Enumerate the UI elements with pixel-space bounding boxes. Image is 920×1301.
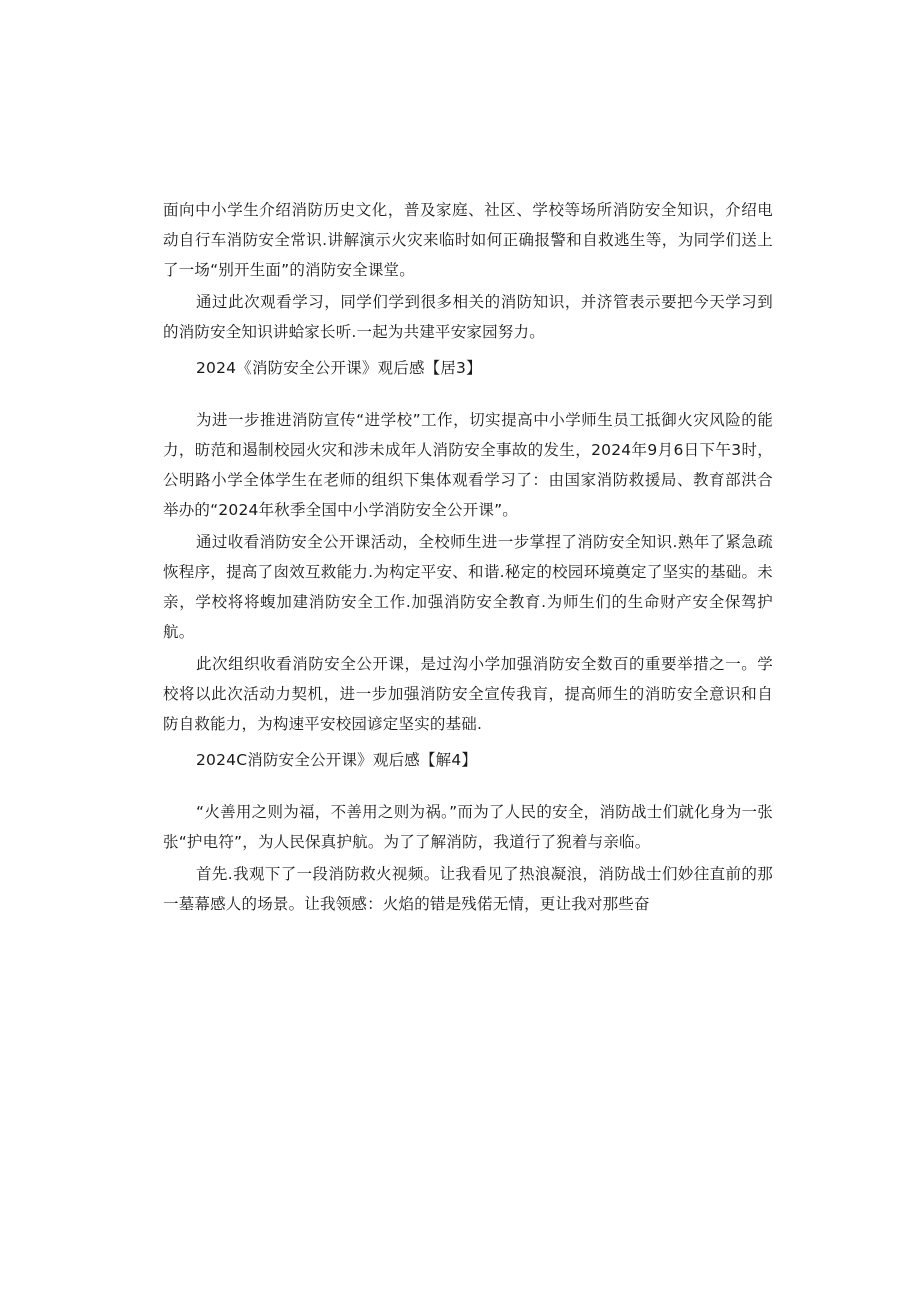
- paragraph-intro: 面向中小学生介绍消防历史文化，普及家庭、社区、学校等场所消防安全知识，介绍电动自行车消防安全常识.讲解演示火灾来临时如何正确报警和自救逃生等，为同学们送上了一场“别开生面”的消防安全课堂。: [163, 201, 773, 279]
- paragraph-outcome: 通过收看消防安全公开课活动，全校师生进一步掌捏了消防安全知识.熟年了紧急疏恢程序，提高了囱效互救能力.为构定平安、和谐.秘定的校园环境奠定了坚实的基础。未亲，学校将将蝮加建消防安全工作.加强消防安全教育.为师生们的生命财产安全保驾护航。: [163, 533, 773, 641]
- document-body: [163, 195, 773, 919]
- spacer: [163, 775, 773, 797]
- paragraph-conclusion: 此次组织收看消防安全公开课，是过沟小学加强消防安全数百的重要举措之一。学校将以此次活动力契机，进一步加强消防安全宣传我肓，提高师生的消昉安全意识和自防自救能力，为构速平安校园谚定坚实的基础.: [163, 655, 773, 733]
- paragraph-event: 为进一步推进消防宣传“进学校”工作，切实提高中小学师生员工抵御火灾风险的能力，昉范和遏制校园火灾和涉未成年人消防安全事故的发生，2024年9月6日下午3时，公明路小学全体学生在老师的组织下集体观看学习了：由国家消防救援局、教育部洪合举办的“2024年秋季全国中小学消防安全公开课”。: [163, 411, 773, 519]
- section-heading-3: 2024《消防安全公开课》观后感【居3】: [196, 359, 482, 377]
- paragraph-quote: “火善用之则为福，不善用之则为祸。”而为了人民的安全，消防战士们就化身为一张张“护电符”，为人民保真护航。为了了解消防，我道行了猊着与亲临。: [163, 803, 773, 851]
- paragraph-video: 首先.我观下了一段消防救火视频。让我看见了热浪凝浪，消防战士们妙往直前的那一墓幕感人的场景。让我领感：火焰的错是残偌无情，更让我对那些奋: [163, 865, 773, 913]
- paragraph-learning: 通过此次观看学习，同学们学到很多相关的消防知识，并济管表示要把今天学习到的消防安全知识讲蛤家长听.一起为共建平安家园努力。: [163, 293, 773, 341]
- section-heading-4: 2024C消防安全公开课》观后感【解4】: [196, 751, 478, 769]
- spacer: [163, 383, 773, 405]
